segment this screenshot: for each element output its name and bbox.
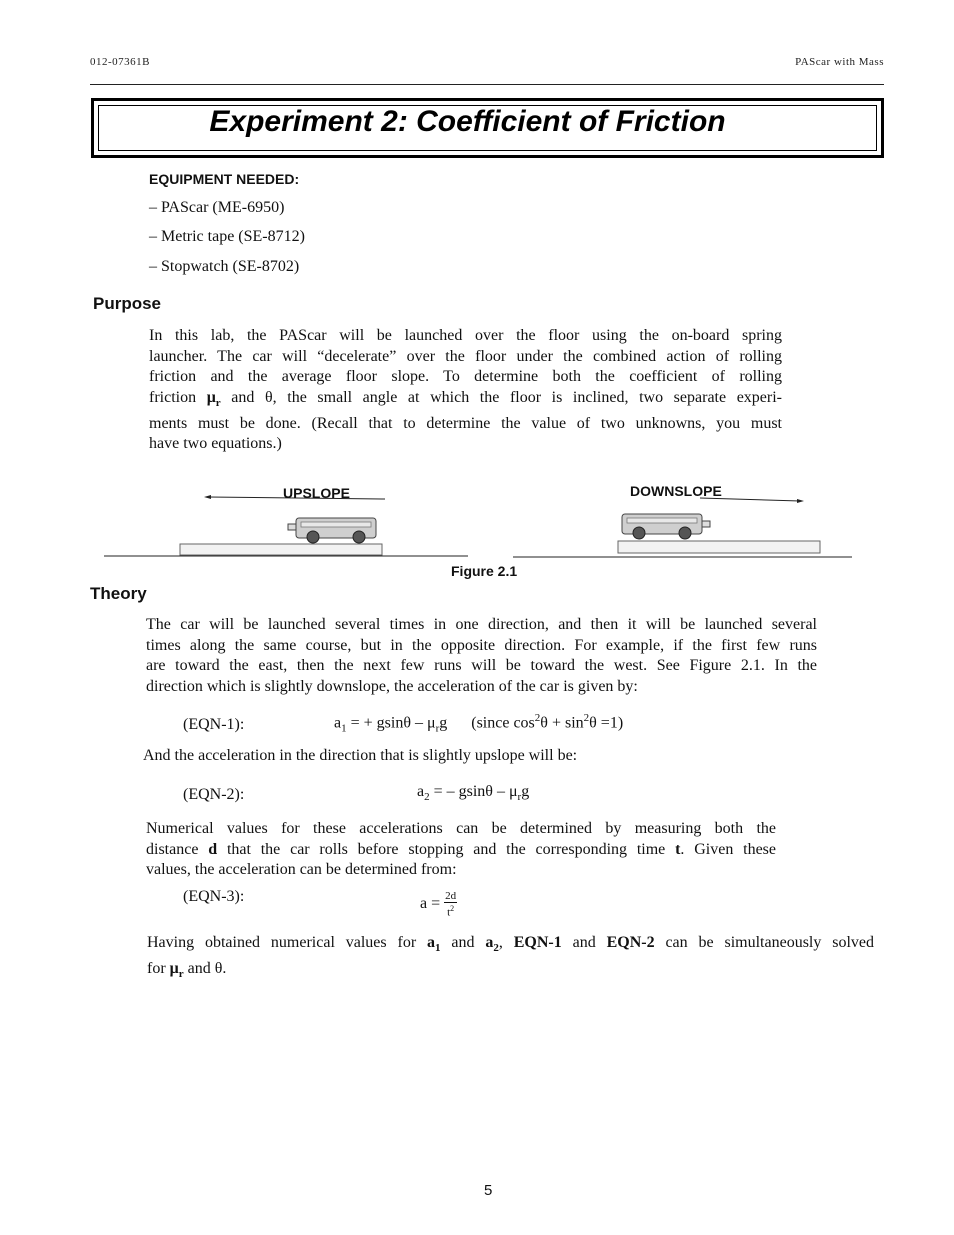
text-run: Having obtained numerical values for bbox=[147, 934, 428, 951]
text-line bbox=[146, 840, 776, 861]
eq-superscript: 2 bbox=[534, 712, 541, 724]
eq-subscript: r bbox=[517, 791, 522, 804]
theory-paragraph-1 bbox=[146, 615, 817, 697]
subscript: 2 bbox=[493, 942, 499, 955]
text-line bbox=[147, 933, 874, 959]
purpose-heading: Purpose bbox=[93, 294, 162, 313]
bold-a1: a bbox=[427, 934, 436, 951]
eq-term: = + gsinθ – μ bbox=[346, 714, 436, 732]
text-run: distance bbox=[146, 840, 209, 858]
eq-term: θ =1) bbox=[589, 714, 624, 732]
eqn-2-label: (EQN-2): bbox=[183, 786, 245, 803]
eq-subscript: r bbox=[435, 722, 440, 735]
fraction-numerator: 2d bbox=[445, 890, 457, 902]
text-line: Numerical values for these accelerations can be determined by measuring both the bbox=[146, 820, 776, 837]
text-run: and θ. bbox=[183, 959, 227, 977]
eq-term: t bbox=[447, 906, 451, 919]
eq-term: a bbox=[334, 714, 342, 732]
text-line: are toward the east, then the next few runs will be toward the west. See Figure 2.1. In the bbox=[146, 657, 817, 675]
equipment-item: – PAScar (ME-6950) bbox=[149, 199, 285, 216]
eq-term: g bbox=[439, 714, 448, 732]
eqn-3-label: (EQN-3): bbox=[183, 888, 245, 905]
car-left-icon bbox=[288, 518, 376, 543]
eqn-2 bbox=[417, 783, 529, 803]
track-right bbox=[618, 541, 820, 553]
text-line: times along the same course, but in the opposite direction. For example, if the first few runs bbox=[146, 636, 817, 654]
title-frame bbox=[91, 98, 884, 158]
eq-superscript: 2 bbox=[450, 904, 455, 913]
document-id: 012-07361B bbox=[90, 56, 150, 68]
page-number: 5 bbox=[484, 1182, 493, 1199]
arrow-head-icon bbox=[204, 495, 211, 499]
header-rule bbox=[90, 84, 884, 85]
text-line: launcher. The car will “decelerate” over the floor under the combined action of rolling bbox=[149, 347, 782, 365]
theory-paragraph-2 bbox=[143, 746, 577, 767]
text-line: values, the acceleration can be determined from: bbox=[146, 861, 457, 879]
track-left bbox=[180, 544, 382, 555]
text-run: and bbox=[440, 934, 486, 951]
mu-symbol: μ bbox=[169, 959, 179, 977]
eqn-1-label: (EQN-1): bbox=[183, 716, 245, 733]
theory-paragraph-3 bbox=[146, 819, 776, 881]
equipment-item: – Metric tape (SE-8712) bbox=[149, 228, 305, 245]
text-line bbox=[149, 388, 782, 414]
theory-paragraph-4 bbox=[147, 933, 874, 985]
eqn-2-reference: EQN-2 bbox=[606, 934, 655, 951]
fraction-denominator bbox=[444, 903, 457, 919]
equipment-item: – Stopwatch (SE-8702) bbox=[149, 258, 300, 275]
text-run: friction bbox=[149, 388, 207, 406]
eq-superscript: 2 bbox=[583, 712, 590, 724]
subscript-r: r bbox=[178, 967, 184, 980]
eq-term: a = bbox=[420, 895, 441, 912]
car-right-icon bbox=[622, 514, 710, 539]
eq-term: g bbox=[521, 783, 530, 800]
text-run: . Given these bbox=[680, 840, 777, 858]
page-title: Experiment 2: Coefficient of Friction bbox=[209, 105, 726, 138]
fraction bbox=[444, 890, 457, 919]
subscript: 1 bbox=[435, 942, 441, 955]
product-name: PAScar with Mass bbox=[795, 56, 884, 68]
text-line: In this lab, the PAScar will be launched over the floor using the on-board spring bbox=[149, 327, 782, 344]
text-run: that the car rolls before stopping and the corresponding time bbox=[217, 840, 676, 858]
eqn-1 bbox=[334, 712, 623, 735]
arrow-head-icon bbox=[797, 499, 804, 503]
figure-caption: Figure 2.1 bbox=[451, 563, 518, 579]
eq-subscript: 2 bbox=[424, 791, 430, 804]
bold-t: t bbox=[675, 840, 681, 858]
figure-2-1 bbox=[0, 470, 954, 565]
text-line: friction and the average floor slope. To determine both the coefficient of rolling bbox=[149, 368, 782, 386]
text-line: have two equations.) bbox=[149, 435, 282, 453]
text-line bbox=[147, 959, 874, 985]
theory-heading: Theory bbox=[90, 584, 147, 603]
text-run: , bbox=[498, 934, 514, 951]
upslope-label: UPSLOPE bbox=[283, 485, 350, 501]
eq-term: a bbox=[417, 783, 425, 800]
eqn-1-reference: EQN-1 bbox=[513, 934, 562, 951]
eq-term: = – gsinθ – μ bbox=[429, 783, 518, 800]
eq-term: (since cos bbox=[471, 714, 535, 732]
eq-subscript: 1 bbox=[341, 722, 347, 735]
text-line: And the acceleration in the direction that is slightly upslope will be: bbox=[143, 747, 578, 764]
text-run: and bbox=[561, 934, 607, 951]
text-run: for bbox=[147, 959, 170, 977]
equipment-heading: EQUIPMENT NEEDED: bbox=[149, 171, 300, 187]
mu-symbol: μ bbox=[206, 388, 216, 406]
text-line: ments must be done. (Recall that to determine the value of two unknowns, you must bbox=[149, 414, 782, 432]
eqn-3 bbox=[420, 890, 457, 919]
text-run: and θ, the small angle at which the floor is inclined, two separate experi- bbox=[220, 388, 783, 406]
bold-a2: a bbox=[485, 934, 494, 951]
text-line: The car will be launched several times in one direction, and then it will be launched several bbox=[146, 616, 817, 633]
text-line: direction which is slightly downslope, the acceleration of the car is given by: bbox=[146, 677, 638, 695]
downslope-label: DOWNSLOPE bbox=[630, 483, 722, 499]
purpose-paragraph bbox=[149, 326, 782, 455]
bold-d: d bbox=[208, 840, 218, 858]
eq-term: θ + sin bbox=[540, 714, 584, 732]
text-run: can be simultaneously solved bbox=[654, 934, 875, 951]
subscript-r: r bbox=[215, 396, 221, 409]
